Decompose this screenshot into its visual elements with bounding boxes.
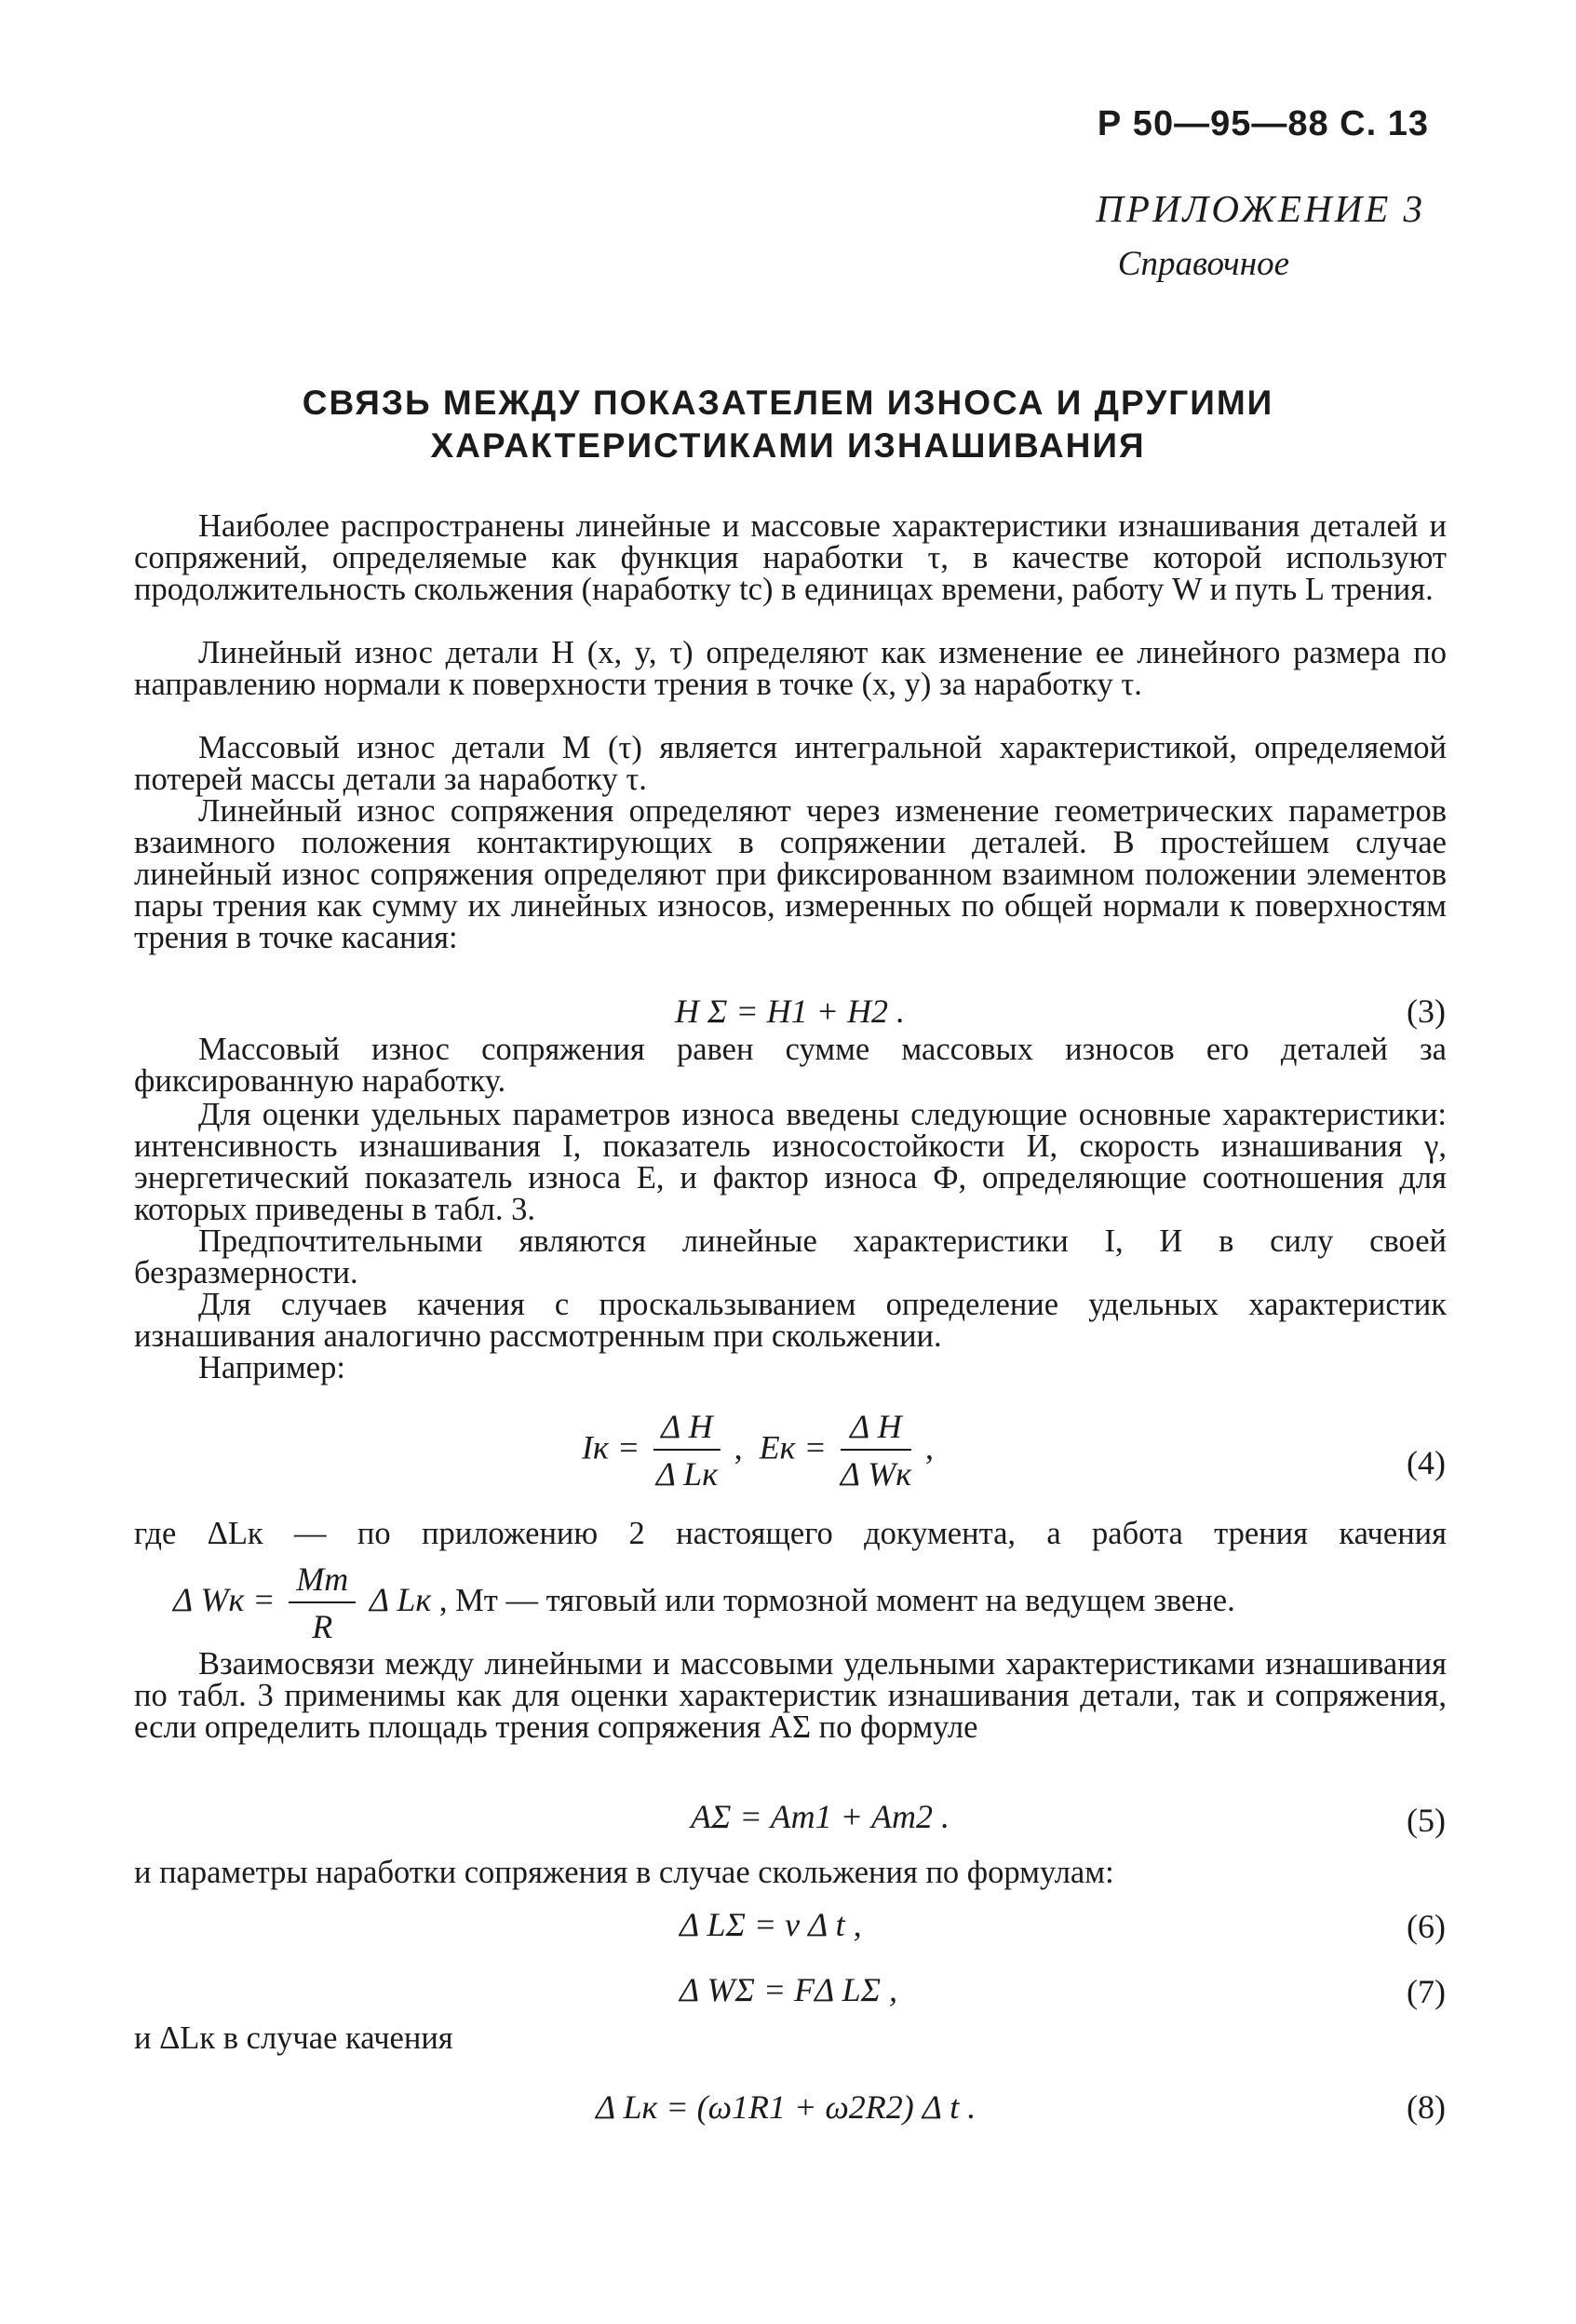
eq4-denominator-2: Δ Wк [840, 1455, 912, 1493]
equation-4 [582, 1404, 934, 1497]
equation-3: H Σ = H1 + H2 . [675, 993, 905, 1030]
eq4-numerator-2: Δ H [841, 1404, 911, 1451]
paragraph-1: Наиболее распространены линейные и массовые характеристики изнашивания деталей и сопряжений, определяемые как функция наработки τ, в качестве которой используют продолжительность скольжения (наработку tc) в единицах времени, работу W и путь L трения. [134, 508, 1447, 607]
section-heading-line-1: СВЯЗЬ МЕЖДУ ПОКАЗАТЕЛЕМ ИЗНОСА И ДРУГИМИ [302, 384, 1274, 422]
work-rhs: Δ Lк [369, 1580, 432, 1618]
inline-work-formula [173, 1557, 1235, 1650]
eq4-fraction-2 [841, 1404, 911, 1497]
paragraph-3: Массовый износ детали M (τ) является интегральной характеристикой, определяемой потерей массы детали за наработку τ. [134, 730, 1447, 797]
work-denominator: R [312, 1608, 333, 1645]
work-lhs: Δ Wк = [173, 1580, 276, 1618]
eq4-comma-2: , [925, 1428, 935, 1466]
paragraph-2: Линейный износ детали H (x, y, τ) определяют как изменение ее линейного размера по направлению нормали к поверхности трения в точке (x, y) за наработку τ. [134, 635, 1447, 702]
equation-8-number: (8) [1407, 2088, 1446, 2126]
paragraph-13: и ΔLк в случае качения [134, 2020, 453, 2056]
document-number: Р 50—95—88 С. 13 [1097, 104, 1429, 143]
equation-5-number: (5) [1407, 1802, 1446, 1839]
equation-7: Δ WΣ = FΔ LΣ , [680, 1971, 898, 2008]
eq4-denominator-1: Δ Lк [655, 1455, 719, 1493]
paragraph-9: Например: [198, 1350, 345, 1385]
paragraph-11: Взаимосвязи между линейными и массовыми удельными характеристиками изнашивания по табл. 3 применимы как для оценки характеристик изнашивания детали, так и сопряжения, если определить площадь трения сопряжения AΣ по формуле [134, 1646, 1447, 1745]
eq4-lhs-1: Iк = [582, 1428, 640, 1466]
paragraph-8: Для случаев качения с проскальзыванием определение удельных характеристик изнашивания аналогично рассмотренным при скольжении. [134, 1287, 1447, 1354]
equation-3-number: (3) [1407, 993, 1446, 1030]
equation-8: Δ Lк = (ω1R1 + ω2R2) Δ t . [596, 2088, 977, 2126]
paragraph-5: Массовый износ сопряжения равен сумме массовых износов его деталей за фиксированную наработку. [134, 1032, 1447, 1099]
eq4-numerator-1: Δ H [653, 1404, 720, 1451]
paragraph-10-end: , Mт — тяговый или тормозной момент на ведущем звене. [438, 1582, 1235, 1618]
equation-7-number: (7) [1407, 1973, 1446, 2010]
paragraph-12: и параметры наработки сопряжения в случае скольжения по формулам: [134, 1855, 1114, 1890]
section-heading-line-2: ХАРАКТЕРИСТИКАМИ ИЗНАШИВАНИЯ [430, 426, 1146, 465]
eq4-lhs-2: Eк = [759, 1428, 827, 1466]
appendix-subtitle: Справочное [1117, 245, 1289, 283]
equation-6-number: (6) [1407, 1908, 1446, 1945]
eq4-comma-1: , [734, 1428, 751, 1466]
paragraph-10-start: где ΔLк — по приложению 2 настоящего документа, а работа трения качения [134, 1516, 1447, 1551]
appendix-title: ПРИЛОЖЕНИЕ 3 [1096, 187, 1425, 230]
work-fraction [289, 1557, 356, 1650]
work-numerator: Mт [289, 1557, 356, 1603]
eq4-fraction-1 [653, 1404, 720, 1497]
paragraph-6: Для оценки удельных параметров износа введены следующие основные характеристики: интенсивность изнашивания I, показатель износостойкости И, скорость изнашивания γ, энергетический показатель износа E, и фактор износа Ф, определяющие соотношения для которых приведены в табл. 3. [134, 1097, 1447, 1227]
equation-5: AΣ = Aт1 + Aт2 . [691, 1798, 950, 1835]
equation-4-number: (4) [1407, 1444, 1446, 1481]
paragraph-7: Предпочтительными являются линейные характеристики I, И в силу своей безразмерности. [134, 1223, 1447, 1290]
paragraph-4: Линейный износ сопряжения определяют через изменение геометрических параметров взаимного положения контактирующих в сопряжении деталей. В простейшем случае линейный износ сопряжения определяют при фиксированном взаимном положении элементов пары трения как сумму их линейных износов, измеренных по общей нормали к поверхностям трения в точке касания: [134, 793, 1447, 955]
equation-6: Δ LΣ = v Δ t , [680, 1906, 862, 1943]
